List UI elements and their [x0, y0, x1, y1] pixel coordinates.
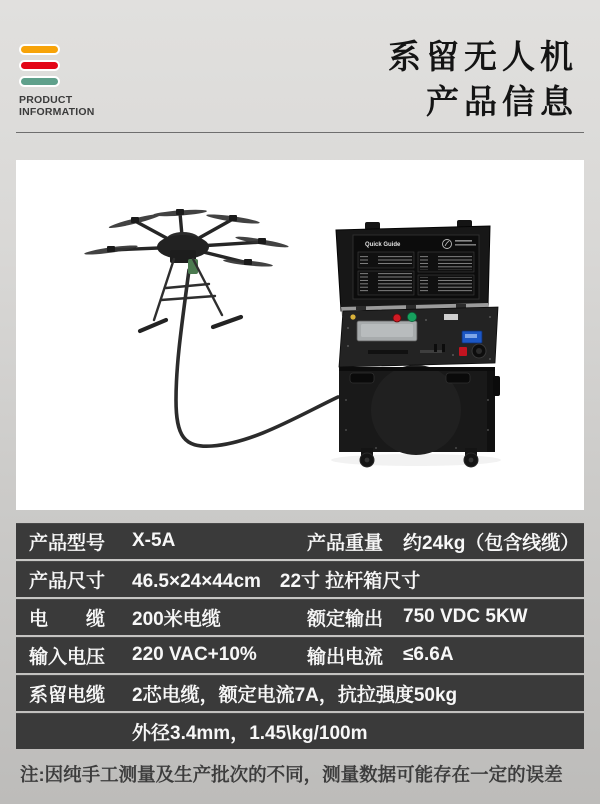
logo-bar-red	[19, 60, 60, 71]
page-title-line1: 系留无人机	[388, 38, 578, 75]
spec-row-size	[16, 561, 584, 597]
spec-row-tether-cont	[16, 713, 584, 749]
spec-row-tether	[16, 675, 584, 711]
spec-label: 额定输出	[307, 608, 384, 630]
logo-caption-line1: PRODUCT	[19, 94, 73, 106]
spec-value: 220 VAC+10%	[132, 644, 257, 665]
spec-label: 产品重量	[307, 532, 384, 554]
spec-label: 电 缆	[29, 608, 106, 630]
measurement-disclaimer: 注:因纯手工测量及生产批次的不同，测量数据可能存在一定的误差	[20, 764, 563, 785]
red-button	[393, 314, 401, 322]
logo-bar-green	[19, 76, 60, 87]
spec-value: 约24kg（包含线缆）	[403, 532, 580, 554]
ground-station-illustration	[331, 220, 501, 467]
green-button	[407, 312, 416, 321]
spec-label: 产品型号	[29, 532, 106, 554]
spec-table	[16, 523, 584, 751]
spec-label: 系留电缆	[29, 684, 106, 706]
panel-yellow-indicator	[350, 314, 355, 319]
spec-value: 2芯电缆，额定电流7A，抗拉强度50kg	[132, 684, 458, 706]
page-title	[388, 34, 578, 124]
header-divider	[16, 132, 584, 133]
quick-guide-label: Quick Guide	[365, 242, 401, 248]
spec-value: 750 VDC 5KW	[403, 606, 528, 627]
logo-caption	[19, 94, 95, 118]
product-photo-card	[16, 160, 584, 510]
power-switch	[459, 347, 467, 356]
logo-caption-line2: INFORMATION	[19, 106, 95, 118]
spec-label: 产品尺寸	[29, 570, 106, 592]
logo-bar-orange	[19, 44, 60, 55]
spec-label: 输入电压	[29, 646, 106, 668]
page-title-line2: 产品信息	[426, 83, 578, 120]
spec-value: X-5A	[132, 530, 176, 551]
spec-value: 200米电缆	[132, 608, 221, 630]
case-latch-left	[350, 373, 374, 383]
spec-row-model	[16, 523, 584, 559]
drone-illustration	[84, 209, 289, 331]
spec-row-voltage	[16, 637, 584, 673]
spec-label: 输出电流	[307, 646, 384, 668]
case-latch-right	[446, 373, 470, 383]
case-side-handle	[493, 376, 500, 396]
spec-row-cable	[16, 599, 584, 635]
spec-value: ≤6.6A	[403, 644, 454, 665]
spec-value: 46.5×24×44cm 22寸 拉杆箱尺寸	[132, 570, 421, 592]
brand-logo	[19, 44, 95, 118]
spec-value: 外径3.4mm，1.45\kg/100m	[132, 722, 368, 744]
product-photo	[16, 160, 584, 510]
